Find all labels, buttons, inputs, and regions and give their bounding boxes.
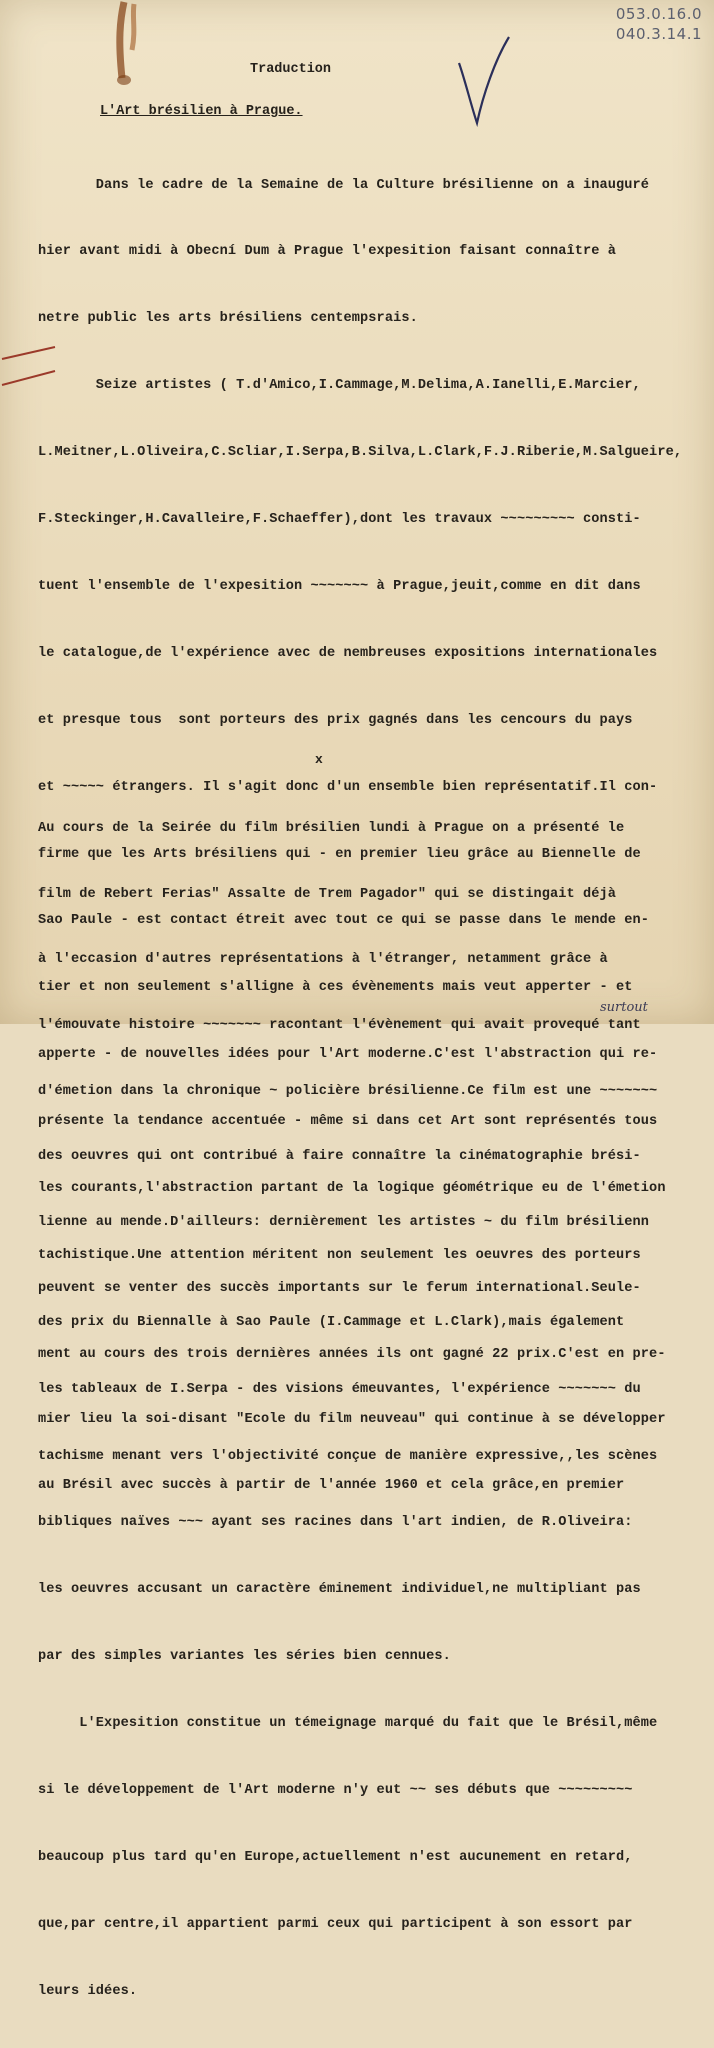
text-line: si le développement de l'Art moderne n'y eut ~~ ses débuts que ~~~~~~~~~ (38, 1782, 633, 1798)
text-line: tachisme menant vers l'objectivité conçue de manière expressive,,les scènes (38, 1448, 658, 1464)
text-line: à l'eccasion d'autres représentations à l'étranger, netamment grâce à (38, 952, 608, 968)
text-line: des oeuvres qui ont contribué à faire connaître la cinématographie brési- (38, 1149, 641, 1165)
text-line: les tableaux de I.Serpa - des visions émeuvantes, l'expérience ~~~~~~~ du (38, 1381, 641, 1397)
text-line: L'Expesition constitue un témeignage marqué du fait que le Brésil,même (38, 1716, 658, 1732)
red-margin-marks (0, 345, 60, 405)
paragraph-film-evening (38, 774, 710, 1541)
text-line: que,par centre,il appartient parmi ceux qui participent à son essort par (38, 1916, 633, 1932)
text-line: tachistique.Une attention méritent non seulement les oeuvres des porteurs (38, 1247, 641, 1263)
text-line: des prix du Biennalle à Sao Paule (I.Cammage et L.Clark),mais également (38, 1314, 625, 1330)
text-line: au Brésil avec succès à partir de l'année 1960 et cela grâce,en premier (38, 1478, 625, 1493)
text-line: présente la tendance accentuée - même si dans cet Art sont représentés tous (38, 1114, 658, 1130)
text-line: beaucoup plus tard qu'en Europe,actuellement n'est aucunement en retard, (38, 1849, 633, 1865)
text-line: Au cours de la Seirée du film brésilien lundi à Prague on a présenté le (38, 820, 625, 836)
text-line: mier lieu la soi-disant "Ecole du film neuveau" qui continue à se développer (38, 1412, 666, 1428)
text-line: par des simples variantes les séries bien cennues. (38, 1649, 451, 1665)
text-line: et ~~~~~ étrangers. Il s'agit donc d'un ensemble bien représentatif.Il con- (38, 779, 658, 795)
document-title: Traduction (250, 62, 332, 77)
text-line: hier avant midi à Obecní Dum à Prague l'expesition faisant connaître à (38, 244, 617, 260)
rust-staple-stain (110, 0, 150, 90)
text-line: Dans le cadre de la Semaine de la Culture brésilienne on a inauguré (38, 177, 650, 193)
archive-ref-2: 040.3.14.1 (615, 25, 702, 43)
text-line: bibliques naïves ~~~ ayant ses racines dans l'art indien, de R.Oliveira: (38, 1515, 633, 1531)
margin-annotation: surtout (600, 1000, 648, 1015)
text-line: leurs idées. (38, 1983, 138, 1999)
text-line: ment au cours des trois dernières années ils ont gagné 22 prix.C'est en pre- (38, 1346, 666, 1362)
section-separator: x (315, 752, 323, 767)
text-line: lienne au mende.D'ailleurs: dernièrement les artistes ~ du film brésilienn (38, 1215, 650, 1231)
text-line: Seize artistes ( T.d'Amico,I.Cammage,M.Delima,A.Ianelli,E.Marcier, (38, 378, 641, 394)
text-line: Sao Paule - est contact étreit avec tout ce qui se passe dans le mende en- (38, 913, 650, 929)
text-line: les courants,l'abstraction partant de la logique géométrique eu de l'émetion (38, 1180, 666, 1196)
article-heading: L'Art brésilien à Prague. (100, 104, 303, 119)
text-line: peuvent se venter des succès importants sur le ferum international.Seule- (38, 1280, 641, 1296)
text-line: le catalogue,de l'expérience avec de nembreuses expositions internationales (38, 645, 658, 661)
text-line: d'émetion dans la chronique ~ policière brésilienne.Ce film est une ~~~~~~~ (38, 1083, 658, 1099)
text-line: L.Meitner,L.Oliveira,C.Scliar,I.Serpa,B.Silva,L.Clark,F.J.Riberie,M.Salgueire, (38, 445, 683, 461)
archive-reference-numbers (616, 4, 702, 44)
text-line: apperte - de nouvelles idées pour l'Art moderne.C'est l'abstraction qui re- (38, 1047, 658, 1063)
text-line: tier et non seulement s'alligne à ces évènements mais veut apperter - et (38, 980, 633, 996)
text-line: film de Rebert Ferias" Assalte de Trem Pagador" qui se distingait déjà (38, 886, 617, 902)
handwritten-checkmark (455, 35, 515, 135)
archive-ref-1: 053.0.16.0 (615, 5, 702, 23)
text-line: firme que les Arts brésiliens qui - en premier lieu grâce au Biennelle de (38, 846, 641, 862)
text-line: l'émouvate histoire ~~~~~~~ racontant l'évènement qui avait provequé tant (38, 1017, 641, 1033)
text-line: tuent l'ensemble de l'expesition ~~~~~~~ à Prague,jeuit,comme en dit dans (38, 578, 641, 594)
text-line: les oeuvres accusant un caractère éminement individuel,ne multipliant pas (38, 1582, 641, 1598)
text-line: et presque tous sont porteurs des prix gagnés dans les cencours du pays (38, 712, 633, 728)
text-line: netre public les arts brésiliens centempsrais. (38, 311, 418, 327)
text-line: F.Steckinger,H.Cavalleire,F.Schaeffer),dont les travaux ~~~~~~~~~ consti- (38, 512, 641, 528)
